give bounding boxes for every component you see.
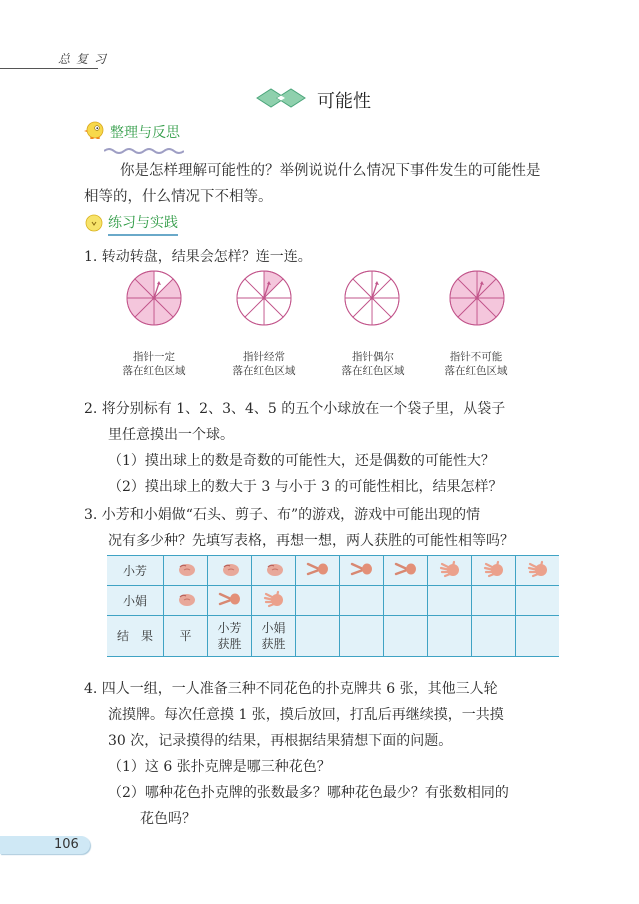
question-line: 3. 小芳和小娟做“石头、剪子、布”的游戏，游戏中可能出现的情 (84, 507, 481, 523)
section-label: 整理与反思 (110, 125, 180, 141)
chick-mascot-icon (84, 212, 104, 236)
result-cell (252, 616, 296, 657)
paper-hand-icon (438, 560, 462, 581)
spinner-label (214, 350, 314, 378)
empty-fill-cell[interactable] (296, 616, 340, 657)
spinner (449, 270, 505, 330)
xiaofang-gesture-cell (296, 556, 340, 586)
spinner (344, 270, 400, 330)
xiaofang-gesture-cell (472, 556, 516, 586)
empty-fill-cell[interactable] (428, 586, 472, 616)
empty-fill-cell[interactable] (340, 586, 384, 616)
empty-fill-cell[interactable] (516, 616, 560, 657)
question-line: 流摸牌。每次任意摸 1 张，摸后放回，打乱后再继续摸，一共摸 (108, 707, 504, 723)
label-line: 落在红色区域 (341, 365, 405, 377)
question-line: 况有多少种？先填写表格，再想一想，两人获胜的可能性相等吗？ (108, 533, 514, 549)
spinner-label (426, 350, 526, 378)
rock-paper-scissors-table (107, 555, 559, 657)
reflection-prompt: 你是怎样理解可能性的？举例说说什么情况下事件发生的可能性是相等的，什么情况下不相等。 (84, 163, 541, 205)
spinner-label (323, 350, 423, 378)
question-line: 30 次，记录摸得的结果，再根据结果猜想下面的问题。 (108, 733, 453, 749)
scissors-hand-icon (350, 561, 374, 580)
title-text: 可能性 (317, 91, 371, 112)
scissors-hand-icon (306, 561, 330, 580)
empty-fill-cell[interactable] (516, 586, 560, 616)
label-line: 指针不可能 (449, 351, 503, 363)
result-cell (208, 616, 252, 657)
empty-fill-cell[interactable] (472, 586, 516, 616)
result-line: 平 (179, 629, 192, 643)
label-line: 指针偶尔 (352, 351, 394, 363)
double-diamond-icon (255, 88, 307, 112)
label-line: 落在红色区域 (444, 365, 508, 377)
question-2 (84, 396, 564, 500)
xiaojuan-gesture-cell (164, 586, 208, 616)
spinner-label (104, 350, 204, 378)
scissors-hand-icon (394, 561, 418, 580)
row-header: 结 果 (107, 616, 164, 657)
wavy-underline (104, 140, 184, 159)
sub-question: （1）摸出球上的数是奇数的可能性大，还是偶数的可能性大？ (108, 453, 495, 469)
xiaojuan-gesture-cell (208, 586, 252, 616)
question-4 (84, 676, 564, 832)
xiaofang-gesture-cell (428, 556, 472, 586)
question-line: 4. 四人一组，一人准备三种不同花色的扑克牌共 6 张，其他三人轮 (84, 681, 498, 697)
sub-question: （2）摸出球上的数大于 3 与小于 3 的可能性相比，结果怎样？ (108, 479, 503, 495)
spinner (236, 270, 292, 330)
question-line: 2. 将分别标有 1、2、3、4、5 的五个小球放在一个袋子里，从袋子 (84, 401, 506, 417)
xiaofang-gesture-cell (252, 556, 296, 586)
page-number: 106 (54, 837, 79, 852)
lesson-title (255, 86, 371, 114)
section-practice-header (84, 212, 178, 236)
question-1: 1. 转动转盘，结果会怎样？连一连。 (84, 249, 312, 265)
result-line: 小娟 (261, 621, 286, 635)
table-row-xiaofang (107, 556, 559, 586)
result-line: 小芳 (217, 621, 242, 635)
scissors-hand-icon (218, 591, 242, 610)
paper-hand-icon (482, 560, 506, 581)
empty-fill-cell[interactable] (340, 616, 384, 657)
xiaofang-gesture-cell (384, 556, 428, 586)
table-row-result (107, 616, 559, 657)
xiaofang-gesture-cell (208, 556, 252, 586)
empty-fill-cell[interactable] (384, 616, 428, 657)
question-line: 里任意摸出一个球。 (108, 427, 234, 443)
label-line: 指针经常 (243, 351, 285, 363)
section-label: 练习与实践 (108, 212, 178, 236)
spinner (126, 270, 182, 330)
empty-fill-cell[interactable] (296, 586, 340, 616)
row-header: 小娟 (107, 586, 164, 616)
label-line: 指针一定 (133, 351, 175, 363)
label-line: 落在红色区域 (232, 365, 296, 377)
sub-question: （1）这 6 张扑克牌是哪三种花色？ (108, 759, 331, 775)
result-line: 获胜 (217, 637, 242, 651)
result-line: 获胜 (261, 637, 286, 651)
sub-question: （2）哪种花色扑克牌的张数最多？哪种花色最少？有张数相同的 (108, 785, 509, 801)
question-3 (84, 502, 564, 554)
empty-fill-cell[interactable] (472, 616, 516, 657)
chick-mascot-icon (84, 118, 106, 144)
paper-hand-icon (262, 590, 286, 611)
label-line: 落在红色区域 (122, 365, 186, 377)
row-header: 小芳 (107, 556, 164, 586)
rock-hand-icon (263, 561, 285, 580)
xiaofang-gesture-cell (164, 556, 208, 586)
rock-hand-icon (175, 591, 197, 610)
xiaofang-gesture-cell (516, 556, 560, 586)
paper-hand-icon (526, 560, 550, 581)
running-header: 总复习 (58, 52, 113, 66)
xiaofang-gesture-cell (340, 556, 384, 586)
result-cell (164, 616, 208, 657)
rock-hand-icon (175, 561, 197, 580)
rock-hand-icon (219, 561, 241, 580)
empty-fill-cell[interactable] (428, 616, 472, 657)
empty-fill-cell[interactable] (384, 586, 428, 616)
header-rule (0, 68, 98, 69)
sub-question: 花色吗？ (140, 811, 196, 827)
table-row-xiaojuan (107, 586, 559, 616)
xiaojuan-gesture-cell (252, 586, 296, 616)
